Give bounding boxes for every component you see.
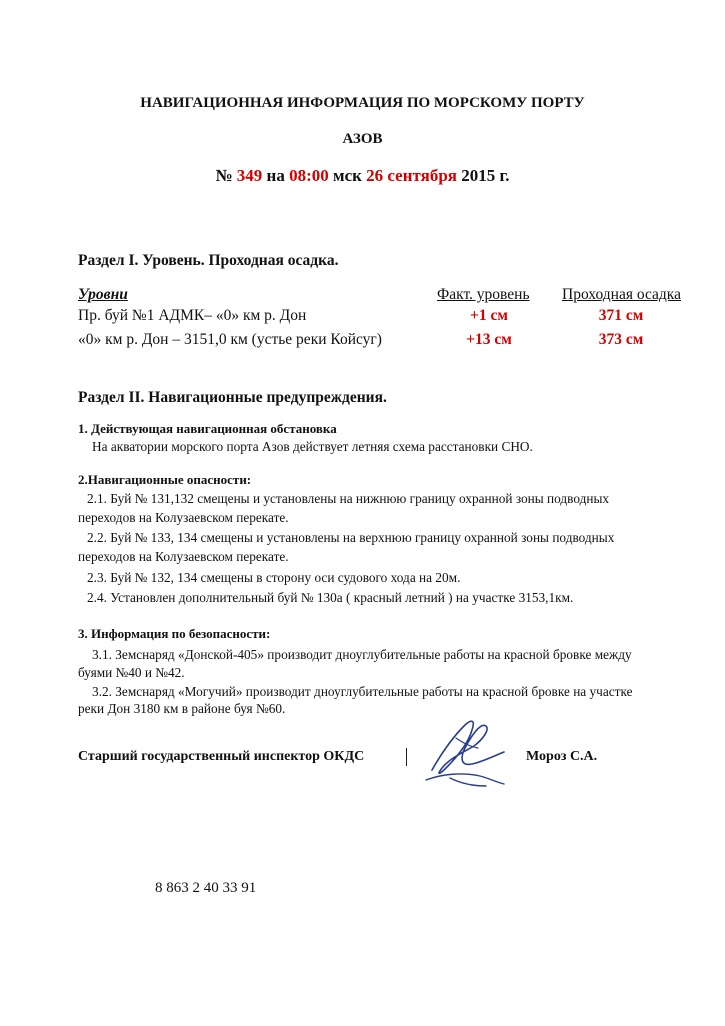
item2-line-5: 2.3. Буй № 132, 134 смещены в сторону оси судового хода на 20м.	[87, 570, 461, 585]
item3-title: 3. Информация по безопасности:	[78, 626, 271, 641]
table-row-1-draft: 371 см	[598, 307, 644, 324]
signature-position: Старший государственный инспектор ОКДС	[78, 749, 365, 764]
table-row-2-level: +13 см	[466, 331, 512, 348]
issue-number: 349	[236, 166, 263, 185]
item2-line-2: переходов на Колузаевском перекате.	[78, 510, 289, 525]
item2-line-4: переходов на Колузаевском перекате.	[78, 549, 289, 564]
footer-phone: 8 863 2 40 33 91	[155, 880, 257, 896]
item2-line-1: 2.1. Буй № 131,132 смещены и установлены на нижнюю границу охранной зоны подводных	[87, 491, 610, 506]
item2-line-6: 2.4. Установлен дополнительный буй № 130а ( красный летний ) на участке 3153,1км.	[87, 590, 574, 605]
table-header-fact-level: Факт. уровень	[437, 286, 530, 303]
issue-line	[0, 166, 725, 186]
table-row-2-place: «0» км р. Дон – 3151,0 км (устье реки Койсуг)	[78, 331, 382, 348]
issue-time: 08:00	[289, 166, 329, 185]
handwritten-signature	[412, 708, 522, 790]
issue-at-label: на	[266, 166, 285, 185]
item1-text: На акватории морского порта Азов действует летняя схема расстановки СНО.	[92, 439, 533, 454]
table-row-1-place: Пр. буй №1 АДМК– «0» км р. Дон	[78, 307, 307, 324]
issue-date: 26 сентября	[366, 166, 457, 185]
signature-name: Мороз С.А.	[526, 749, 598, 764]
document-title-port: АЗОВ	[342, 131, 383, 147]
item1-title: 1. Действующая навигационная обстановка	[78, 421, 337, 436]
section1-heading: Раздел I. Уровень. Проходная осадка.	[78, 252, 339, 269]
issue-year: 2015 г.	[461, 166, 510, 185]
table-header-draft: Проходная осадка	[562, 286, 681, 303]
item3-line-4: реки Дон 3180 км в районе буя №60.	[78, 701, 286, 716]
table-header-levels: Уровни	[78, 286, 128, 303]
item3-line-1: 3.1. Земснаряд «Донской-405» производит дноуглубительные работы на красной бровке между	[92, 647, 632, 662]
signature-divider	[406, 748, 407, 766]
issue-tz-label: мск	[333, 166, 362, 185]
item2-title: 2.Навигационные опасности:	[78, 472, 252, 487]
table-row-1-level: +1 см	[470, 307, 508, 324]
item3-line-3: 3.2. Земснаряд «Могучий» производит дноуглубительные работы на красной бровке на участке	[92, 684, 633, 699]
table-row-2-draft: 373 см	[598, 331, 644, 348]
issue-number-label: №	[215, 166, 233, 185]
item2-line-3: 2.2. Буй № 133, 134 смещены и установлены на верхнюю границу охранной зоны подводных	[87, 530, 615, 545]
section2-heading: Раздел II. Навигационные предупреждения.	[78, 389, 387, 406]
item3-line-2: буями №40 и №42.	[78, 665, 185, 680]
document-title: НАВИГАЦИОННАЯ ИНФОРМАЦИЯ ПО МОРСКОМУ ПОРТУ	[140, 95, 585, 111]
